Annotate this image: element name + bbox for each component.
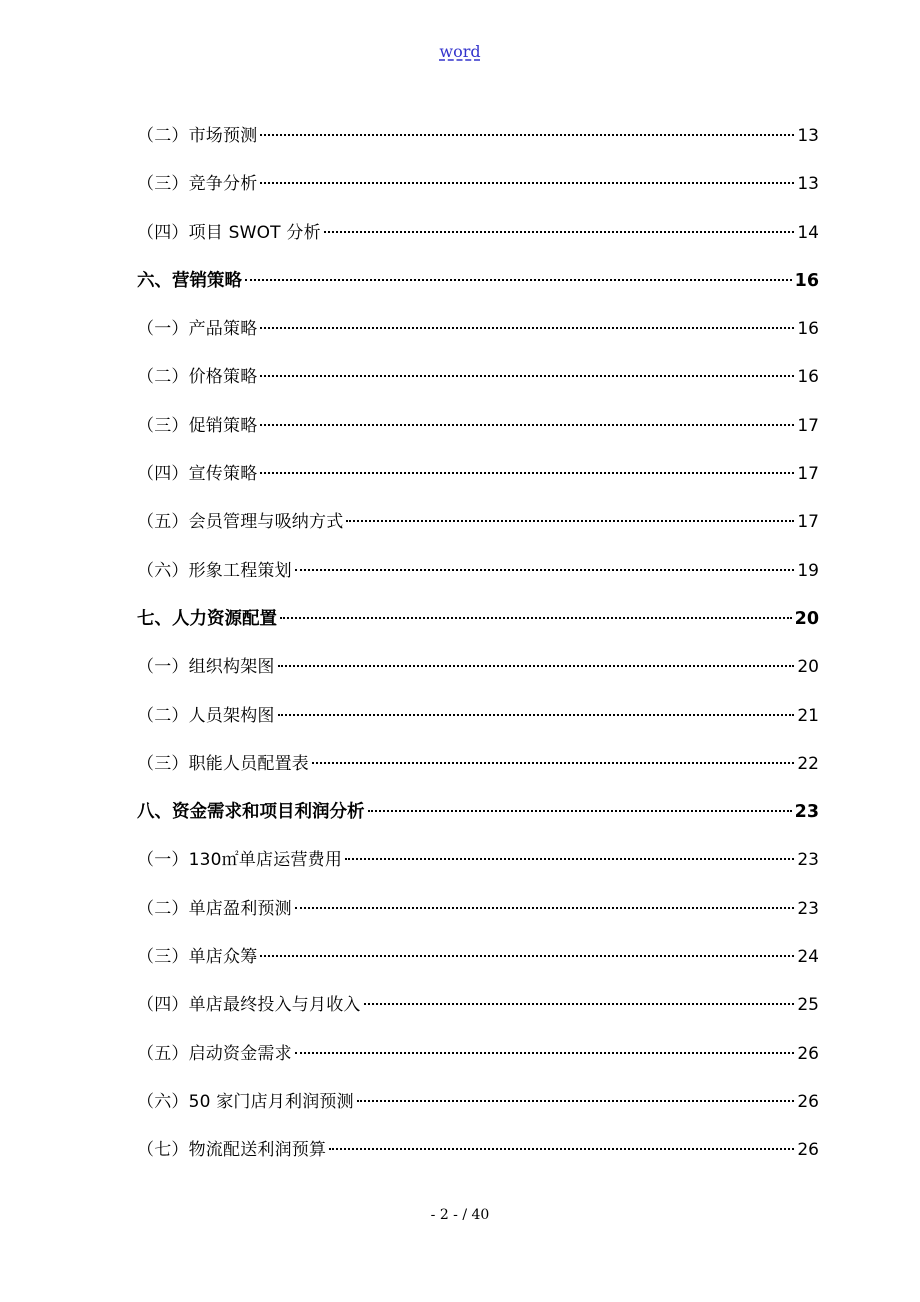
toc-dot-leader [368, 810, 792, 812]
toc-entry-page-number: 23 [797, 850, 819, 871]
toc-subsection-entry[interactable] [137, 933, 819, 981]
page-number: - 2 - / 40 [430, 1207, 490, 1223]
toc-entry-label: 六、营销策略 [137, 270, 242, 291]
toc-subsection-entry[interactable] [137, 643, 819, 691]
toc-entry-page-number: 22 [797, 753, 819, 774]
toc-dot-leader [280, 617, 792, 619]
toc-entry-label: （四）单店最终投入与月收入 [137, 995, 361, 1016]
toc-dot-leader [260, 182, 794, 184]
toc-entry-label: （六）50 家门店月利润预测 [137, 1091, 354, 1112]
toc-entry-label: （二）人员架构图 [137, 705, 275, 726]
toc-dot-leader [295, 569, 795, 571]
toc-entry-label: （四）宣传策略 [137, 464, 258, 485]
toc-dot-leader [345, 858, 794, 860]
toc-subsection-entry[interactable] [137, 353, 819, 401]
toc-entry-label: （二）市场预测 [137, 126, 258, 146]
toc-subsection-entry[interactable] [137, 305, 819, 353]
toc-subsection-entry[interactable] [137, 836, 819, 884]
toc-dot-leader [260, 955, 794, 957]
toc-dot-leader [346, 520, 794, 522]
toc-entry-label: （三）促销策略 [137, 415, 258, 436]
toc-entry-label: （五）启动资金需求 [137, 1043, 292, 1064]
toc-entry-page-number: 25 [797, 995, 819, 1016]
toc-entry-label: （五）会员管理与吸纳方式 [137, 512, 344, 533]
toc-entry-page-number: 14 [797, 222, 819, 243]
toc-entry-page-number: 17 [797, 415, 819, 436]
toc-entry-label: （六）形象工程策划 [137, 560, 292, 581]
table-of-contents [137, 112, 819, 1175]
toc-entry-page-number: 16 [797, 367, 819, 388]
toc-section-entry[interactable] [137, 788, 819, 836]
toc-entry-page-number: 21 [797, 705, 819, 726]
toc-entry-label: （四）项目 SWOT 分析 [137, 222, 321, 243]
toc-entry-label: 七、人力资源配置 [137, 608, 277, 629]
toc-dot-leader [324, 231, 795, 233]
toc-subsection-entry[interactable] [137, 209, 819, 257]
toc-dot-leader [329, 1148, 794, 1150]
toc-entry-page-number: 20 [797, 657, 819, 678]
toc-entry-page-number: 20 [794, 608, 819, 629]
toc-entry-page-number: 13 [797, 126, 819, 146]
toc-entry-page-number: 26 [797, 1091, 819, 1112]
toc-dot-leader [260, 472, 794, 474]
toc-entry-label: （七）物流配送利润预算 [137, 1140, 327, 1161]
toc-subsection-entry[interactable] [137, 981, 819, 1029]
toc-entry-label: 八、资金需求和项目利润分析 [137, 802, 365, 823]
toc-dot-leader [278, 714, 795, 716]
toc-entry-label: （一）产品策略 [137, 319, 258, 340]
toc-section-entry[interactable] [137, 257, 819, 305]
toc-subsection-entry[interactable] [137, 112, 819, 160]
toc-entry-label: （二）价格策略 [137, 367, 258, 388]
toc-entry-page-number: 17 [797, 512, 819, 533]
toc-entry-page-number: 23 [794, 802, 819, 823]
header-word-link [0, 42, 920, 61]
toc-subsection-entry[interactable] [137, 1126, 819, 1174]
toc-entry-page-number: 16 [797, 319, 819, 340]
toc-subsection-entry[interactable] [137, 1078, 819, 1126]
toc-dot-leader [295, 1052, 795, 1054]
toc-entry-label: （一）组织构架图 [137, 657, 275, 678]
toc-dot-leader [312, 762, 794, 764]
toc-entry-page-number: 13 [797, 174, 819, 195]
toc-dot-leader [260, 134, 794, 136]
toc-dot-leader [364, 1003, 795, 1005]
toc-subsection-entry[interactable] [137, 160, 819, 208]
toc-entry-label: （三）竞争分析 [137, 174, 258, 195]
toc-subsection-entry[interactable] [137, 885, 819, 933]
page-footer [0, 1207, 920, 1223]
toc-entry-page-number: 26 [797, 1140, 819, 1161]
toc-subsection-entry[interactable] [137, 402, 819, 450]
toc-entry-label: （三）职能人员配置表 [137, 753, 309, 774]
toc-entry-page-number: 23 [797, 898, 819, 919]
toc-dot-leader [260, 327, 794, 329]
toc-subsection-entry[interactable] [137, 547, 819, 595]
toc-dot-leader [295, 907, 795, 909]
toc-dot-leader [245, 279, 792, 281]
toc-subsection-entry[interactable] [137, 692, 819, 740]
toc-entry-page-number: 16 [794, 270, 819, 291]
toc-dot-leader [278, 665, 795, 667]
word-link[interactable]: word [439, 42, 481, 61]
toc-subsection-entry[interactable] [137, 1030, 819, 1078]
toc-entry-page-number: 26 [797, 1043, 819, 1064]
toc-section-entry[interactable] [137, 595, 819, 643]
toc-entry-label: （二）单店盈利预测 [137, 898, 292, 919]
toc-subsection-entry[interactable] [137, 740, 819, 788]
toc-entry-label: （三）单店众筹 [137, 947, 258, 968]
toc-subsection-entry[interactable] [137, 498, 819, 546]
toc-entry-page-number: 24 [797, 947, 819, 968]
toc-entry-page-number: 17 [797, 464, 819, 485]
toc-dot-leader [260, 424, 794, 426]
toc-subsection-entry[interactable] [137, 450, 819, 498]
toc-entry-page-number: 19 [797, 560, 819, 581]
toc-dot-leader [260, 375, 794, 377]
toc-dot-leader [357, 1100, 795, 1102]
toc-entry-label: （一）130㎡单店运营费用 [137, 850, 343, 871]
